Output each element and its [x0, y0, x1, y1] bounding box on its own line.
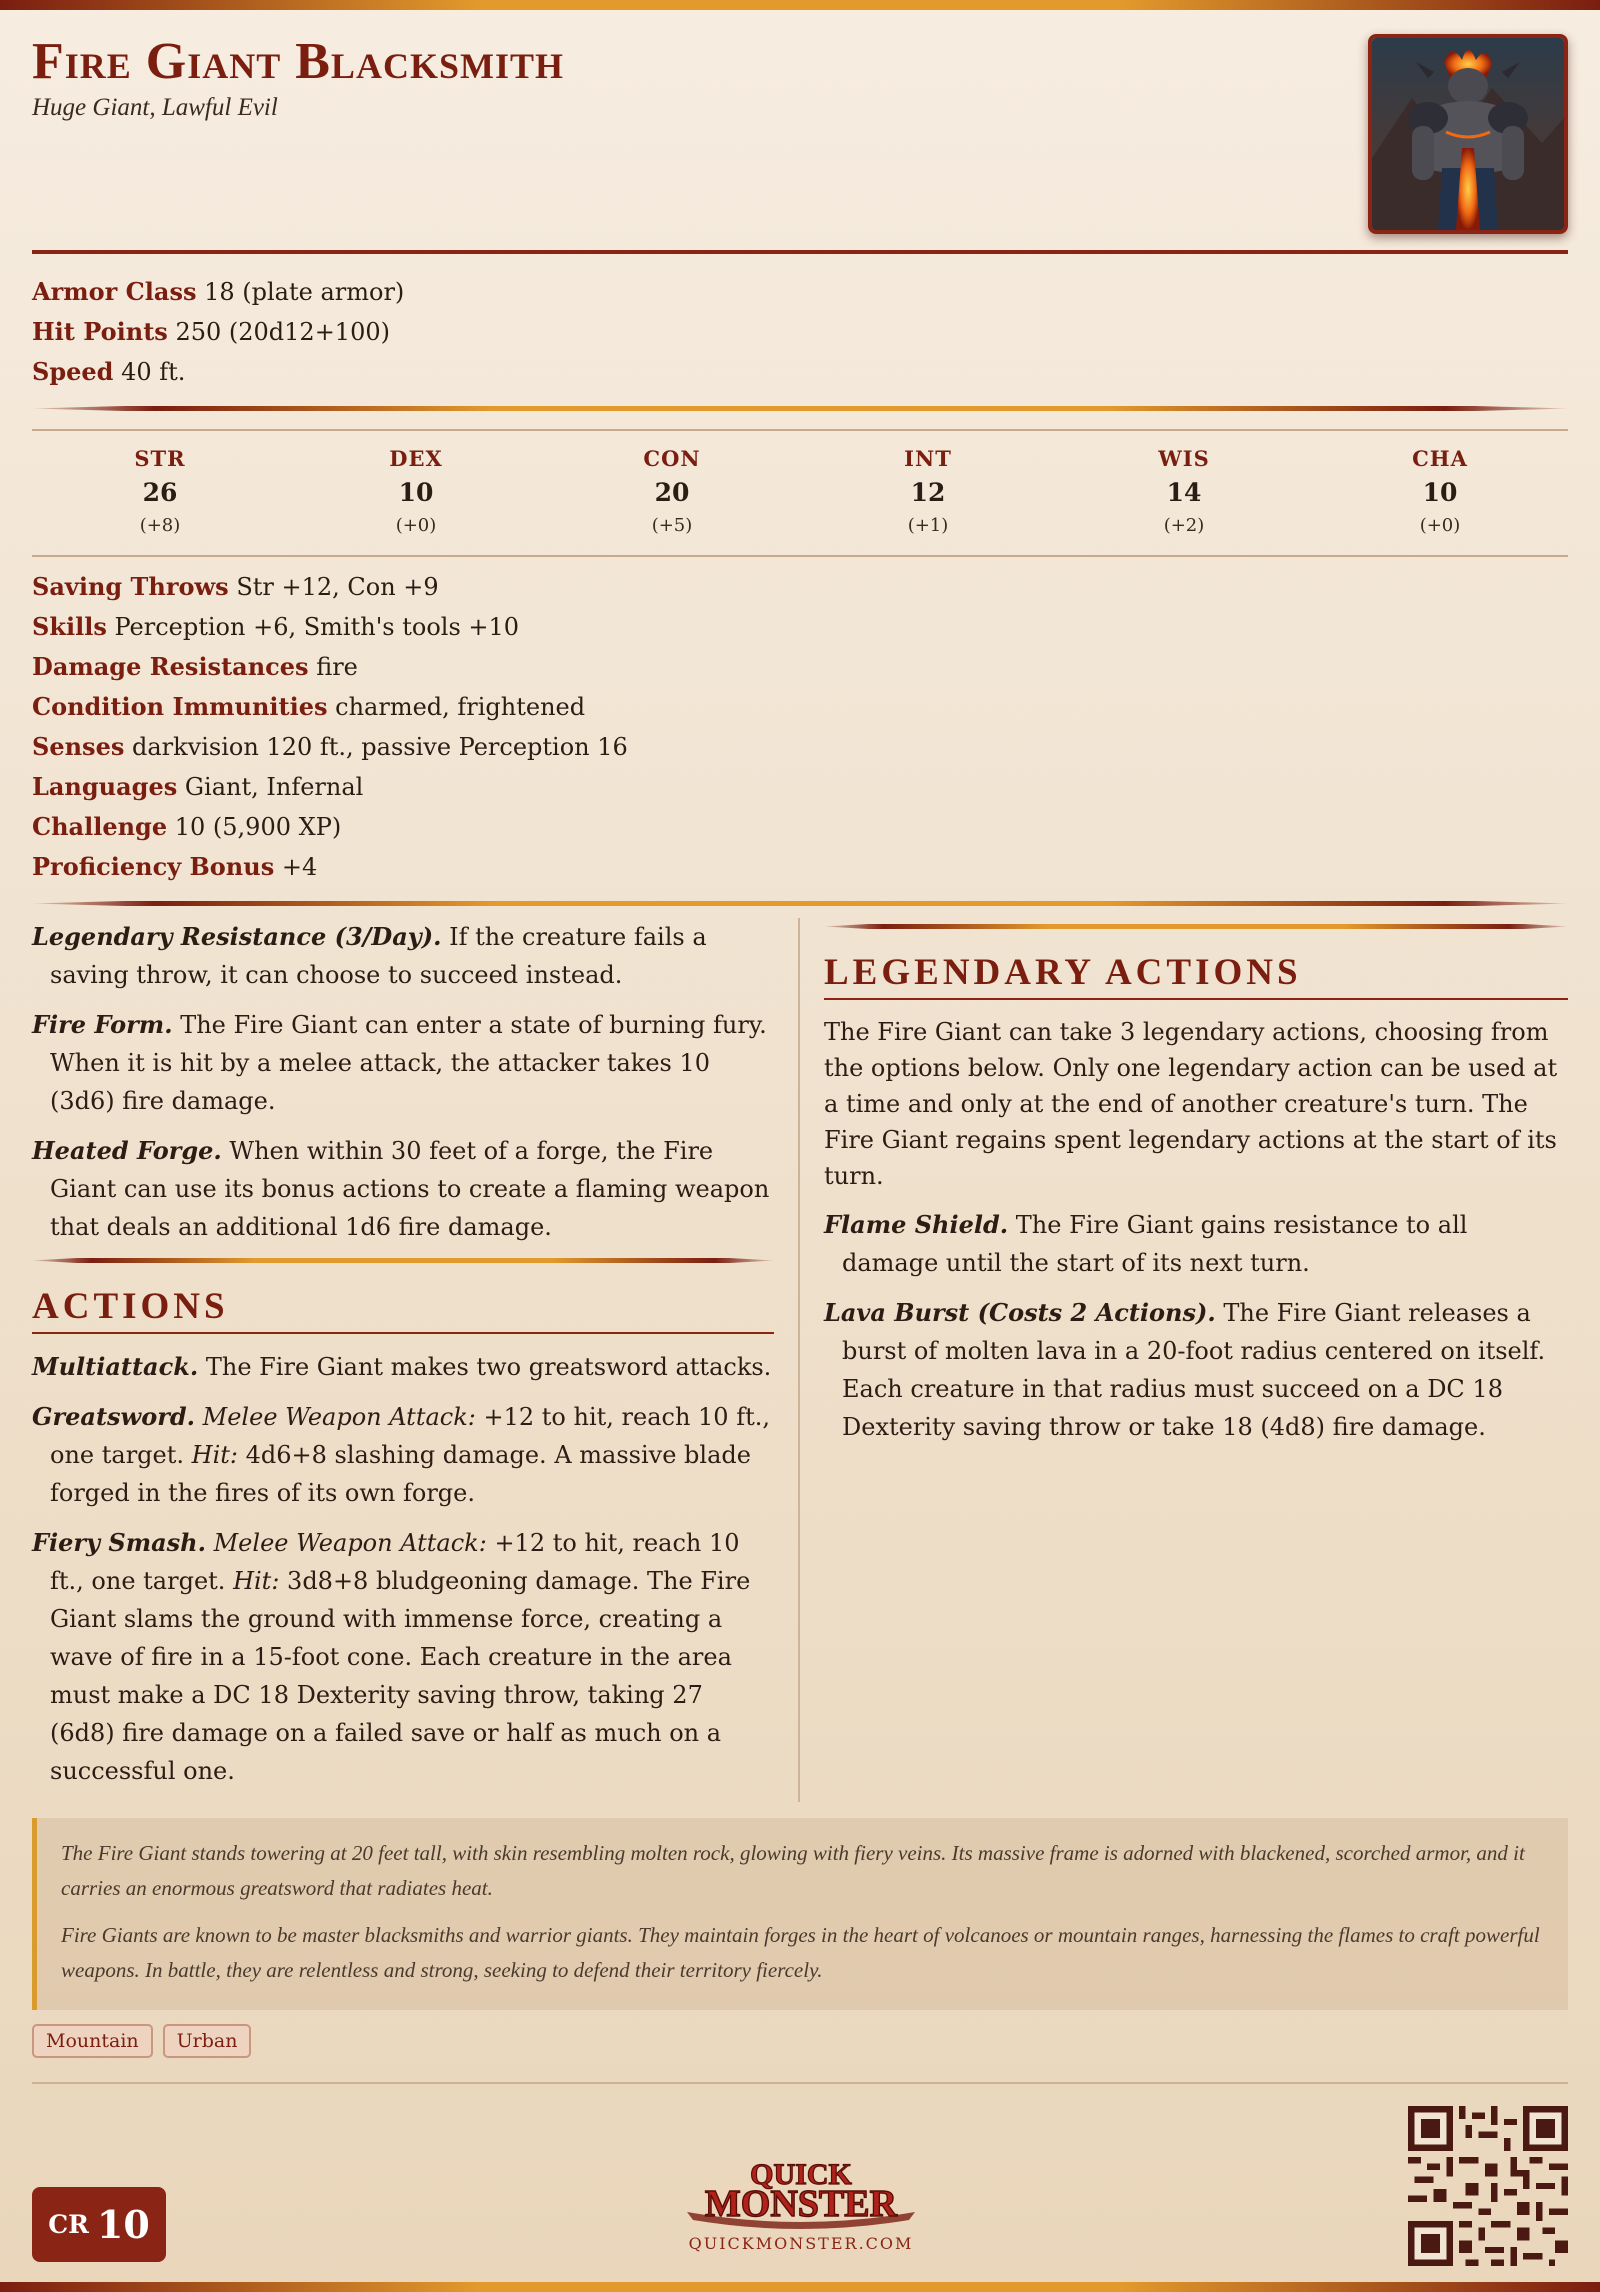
ability-name: STR [134, 446, 186, 471]
property-label: Condition Immunities [32, 692, 328, 721]
action-name: Fiery Smash. [32, 1528, 206, 1557]
action-text: The Fire Giant makes two greatsword attacks. [205, 1353, 772, 1381]
bottom-accent-bar [0, 2282, 1600, 2292]
action-name: Multiattack. [32, 1352, 199, 1381]
action-multiattack [32, 1348, 774, 1386]
ability-wis [1056, 443, 1312, 541]
hit-label: Hit: [233, 1567, 280, 1595]
monster-name: Fire Giant Blacksmith [32, 33, 564, 90]
lore-paragraph: Fire Giants are known to be master blacksmiths and warrior giants. They maintain forges in the heart of volcanoes or mountain ranges, harnessing the flames to craft powerful weapons. In battle, they are relentless and strong, seeking to defend their territory fiercely. [61, 1923, 1540, 1982]
property-languages [32, 767, 1568, 807]
action-fiery-smash [32, 1524, 774, 1790]
ability-name: DEX [389, 446, 443, 471]
stat-block [32, 10, 1568, 2292]
property-value: Perception +6, Smith's tools +10 [114, 613, 520, 641]
top-accent-bar [0, 0, 1600, 10]
attack-type: Melee Weapon Attack: [202, 1403, 476, 1431]
property-value: 10 (5,900 XP) [174, 813, 342, 841]
ability-modifier: (+1) [907, 515, 949, 536]
cr-value: 10 [96, 2202, 150, 2247]
environment-tags [32, 2024, 1568, 2084]
ability-name: INT [904, 446, 952, 471]
property-label: Languages [32, 772, 178, 801]
logo-line-1: QUICK [750, 2158, 852, 2191]
logo-line-2: MONSTER [704, 2183, 898, 2225]
attack-stats: +12 to hit, reach 10 ft., one target. [50, 1403, 770, 1469]
trait-text: When within 30 feet of a forge, the Fire Giant can use its bonus actions to create a flaming weapon that deals an additional 1d6 fire damage. [50, 1137, 770, 1241]
quick-monster-logo-icon [681, 2154, 921, 2230]
ability-score: 10 [1422, 478, 1458, 507]
speed-label: Speed [32, 357, 114, 386]
legendary-lava-burst [824, 1294, 1568, 1446]
armor-class-line [32, 272, 1568, 312]
attack-stats: +12 to hit, reach 10 ft., one target. [50, 1529, 740, 1595]
trait-fire-form [32, 1006, 774, 1120]
cr-label: CR [48, 2210, 89, 2239]
hit-points-value: 250 (20d12+100) [175, 318, 390, 346]
section-divider [32, 406, 1568, 411]
legendary-actions-heading: LEGENDARY ACTIONS [824, 951, 1568, 1000]
ability-name: WIS [1158, 446, 1210, 471]
ability-scores [32, 429, 1568, 557]
ability-name: CON [643, 446, 701, 471]
ability-int [800, 443, 1056, 541]
property-value: Str +12, Con +9 [236, 573, 439, 601]
ability-score: 20 [654, 478, 690, 507]
tag-mountain[interactable]: Mountain [32, 2024, 153, 2058]
ability-score: 12 [910, 478, 946, 507]
header [32, 10, 1568, 250]
legendary-name: Flame Shield. [824, 1210, 1009, 1239]
action-name: Greatsword. [32, 1402, 196, 1431]
right-column [800, 918, 1568, 1802]
legendary-flame-shield [824, 1206, 1568, 1282]
legendary-intro: The Fire Giant can take 3 legendary actions, choosing from the options below. Only one legendary action can be used at a time and only at the end of another creature's turn. The Fire Giant regains spent legendary actions at the start of its turn. [824, 1018, 1558, 1190]
property-senses [32, 727, 1568, 767]
ability-modifier: (+0) [395, 515, 437, 536]
ability-con [544, 443, 800, 541]
ability-modifier: (+0) [1419, 515, 1461, 536]
trait-legendary-resistance [32, 918, 774, 994]
monster-subtitle: Huge Giant, Lawful Evil [32, 94, 278, 121]
ability-score: 14 [1166, 478, 1202, 507]
hit-label: Hit: [191, 1441, 238, 1469]
basic-stats [32, 254, 1568, 392]
ability-cha [1312, 443, 1568, 541]
property-label: Senses [32, 732, 125, 761]
property-label: Challenge [32, 812, 168, 841]
property-label: Damage Resistances [32, 652, 309, 681]
property-value: charmed, frightened [335, 693, 586, 721]
property-value: +4 [281, 853, 318, 881]
legendary-text: The Fire Giant gains resistance to all damage until the start of its next turn. [842, 1211, 1468, 1277]
property-label: Saving Throws [32, 572, 229, 601]
trait-name: Legendary Resistance (3/Day). [32, 922, 442, 951]
monster-portrait [1368, 34, 1568, 234]
trait-text: The Fire Giant can enter a state of burning fury. When it is hit by a melee attack, the attacker takes 10 (3d6) fire damage. [50, 1011, 767, 1115]
lore-box [32, 1818, 1568, 2010]
property-label: Proficiency Bonus [32, 852, 275, 881]
speed-value: 40 ft. [121, 358, 186, 386]
hit-points-label: Hit Points [32, 317, 168, 346]
qr-code-icon[interactable] [1408, 2106, 1568, 2266]
property-condition-immunities [32, 687, 1568, 727]
property-value: darkvision 120 ft., passive Perception 16 [131, 733, 628, 761]
trait-heated-forge [32, 1132, 774, 1246]
property-proficiency-bonus [32, 847, 1568, 887]
properties [32, 557, 1568, 887]
tag-urban[interactable]: Urban [163, 2024, 252, 2058]
trait-name: Fire Form. [32, 1010, 173, 1039]
hit-text: 3d8+8 bludgeoning damage. The Fire Giant slams the ground with immense force, creating a wave of fire in a 15-foot cone. Each creature in the area must make a DC 18 Dexterity saving throw, taking 27 (6d8) fire damage on a failed save or half as much on a successful one. [50, 1567, 751, 1785]
ability-str [32, 443, 288, 541]
two-column-body [32, 918, 1568, 1802]
left-column [32, 918, 800, 1802]
legendary-name: Lava Burst (Costs 2 Actions). [824, 1298, 1216, 1327]
legendary-text: The Fire Giant releases a burst of molten lava in a 20-foot radius centered on itself. Each creature in that radius must succeed on a DC 18 Dexterity saving throw or take 18 (4d8) fire damage. [842, 1299, 1546, 1441]
website-url[interactable]: QUICKMONSTER.COM [688, 2234, 914, 2253]
quick-monster-logo[interactable] [666, 2154, 936, 2253]
trait-text: If the creature fails a saving throw, it can choose to succeed instead. [50, 923, 707, 989]
hit-points-line [32, 312, 1568, 352]
armor-class-value: 18 (plate armor) [204, 278, 405, 306]
ability-modifier: (+8) [139, 515, 181, 536]
ability-name: CHA [1412, 446, 1468, 471]
actions-heading: ACTIONS [32, 1285, 774, 1334]
property-saving-throws [32, 567, 1568, 607]
speed-line [32, 352, 1568, 392]
trait-name: Heated Forge. [32, 1136, 222, 1165]
ability-modifier: (+2) [1163, 515, 1205, 536]
property-value: fire [316, 653, 358, 681]
footer [32, 2084, 1568, 2292]
property-value: Giant, Infernal [184, 773, 364, 801]
property-damage-resistances [32, 647, 1568, 687]
fire-giant-portrait-icon [1372, 38, 1564, 230]
hit-text: 4d6+8 slashing damage. A massive blade forged in the fires of its own forge. [50, 1441, 751, 1507]
property-skills [32, 607, 1568, 647]
ability-modifier: (+5) [651, 515, 693, 536]
section-divider [824, 924, 1568, 929]
cr-badge [32, 2187, 166, 2262]
lore-paragraph: The Fire Giant stands towering at 20 feet tall, with skin resembling molten rock, glowing with fiery veins. Its massive frame is adorned with blackened, scorched armor, and it carries an enormous greatsword that radiates heat. [61, 1841, 1525, 1900]
section-divider [32, 901, 1568, 906]
property-label: Skills [32, 612, 107, 641]
ability-score: 10 [398, 478, 434, 507]
armor-class-label: Armor Class [32, 277, 197, 306]
ability-score: 26 [142, 478, 178, 507]
action-greatsword [32, 1398, 774, 1512]
attack-type: Melee Weapon Attack: [213, 1529, 487, 1557]
ability-dex [288, 443, 544, 541]
property-challenge [32, 807, 1568, 847]
section-divider [32, 1258, 774, 1263]
